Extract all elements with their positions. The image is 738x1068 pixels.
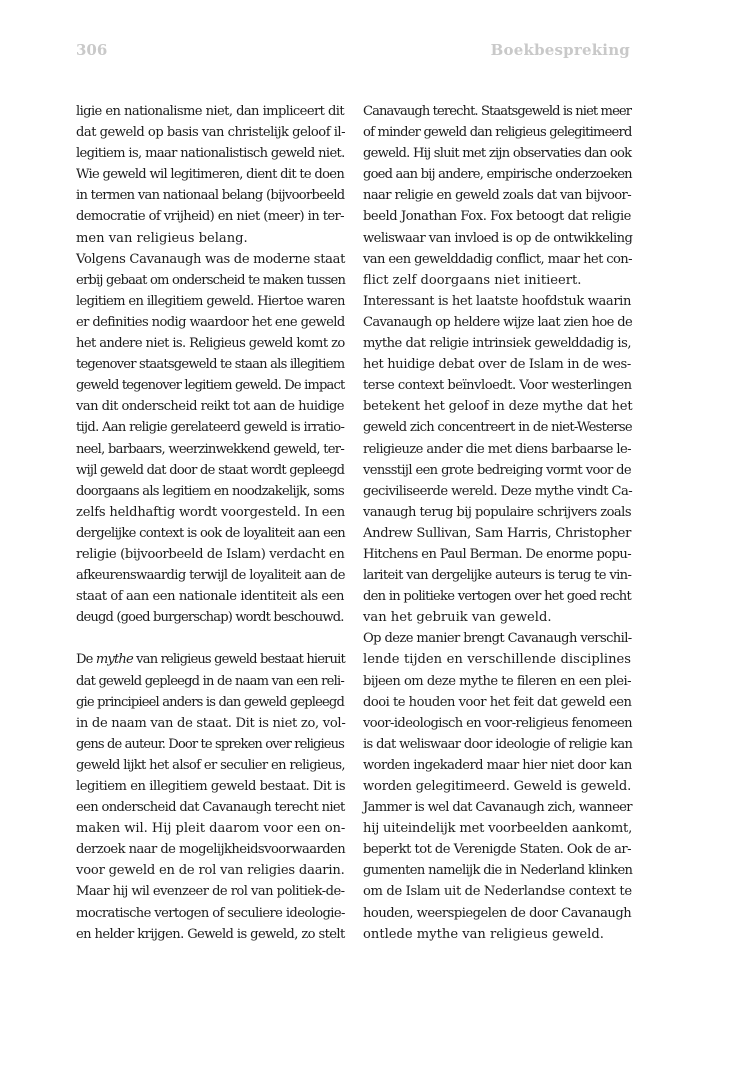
text-line: in de naam van de staat. Dit is niet zo, vol- [76,715,346,731]
text-line: houden, weerspiegelen de door Cavanaugh [363,905,632,921]
text-segment: van religieus geweld bestaat hieruit [132,652,345,668]
text-line: vensstijl een grote bedreiging vormt voor de [363,462,631,478]
text-line: deugd (goed burgerschap) wordt beschouwd. [76,610,344,626]
text-line: erbij gebaat om onderscheid te maken tussen [76,272,346,288]
text-line: worden gelegitimeerd. Geweld is geweld. [363,779,632,794]
text-line: religieuze ander die met diens barbaarse le- [363,441,631,457]
text-line: gumenten namelijk die in Nederland klinken [363,863,633,879]
running-header [76,41,630,61]
text-line: geweld lijkt het alsof er seculier en religieus, [76,757,345,773]
text-line: Volgens Cavanaugh was de moderne staat [76,251,346,267]
text-line: ontlede mythe van religieus geweld. [363,926,604,942]
page-number: 306 [76,41,108,59]
text-line: Wie geweld wil legitimeren, dient dit te doen [76,167,345,183]
text-line: lende tijden en verschillende disciplines [363,652,631,668]
text-line: gie principieel anders is dan geweld gepleegd [76,694,344,710]
text-line: in termen van nationaal belang (bijvoorbeeld [76,188,345,204]
text-line: goed aan bij andere, empirische onderzoeken [363,167,632,183]
text-line: legitiem is, maar nationalistisch geweld niet. [76,146,345,162]
text-line: naar religie en geweld zoals dat van bijvoor- [363,188,632,204]
text-line: neel, barbaars, weerzinwekkend geweld, ter- [76,441,344,457]
text-line: staat of aan een nationale identiteit als een [76,589,344,605]
text-line: en helder krijgen. Geweld is geweld, zo stelt [76,926,345,942]
text-line: democratie of vrijheid) en niet (meer) in ter- [76,209,344,225]
running-title: Boekbespreking [490,41,630,59]
text-line: mythe dat religie intrinsiek gewelddadig is, [363,336,631,352]
text-line: afkeurenswaardig terwijl de loyaliteit aan de [76,568,345,584]
text-line: Canavaugh terecht. Staatsgeweld is niet meer [363,104,632,119]
text-line [76,649,344,670]
text-line: gens de auteur. Door te spreken over religieus [76,736,344,752]
text-line: religie (bijvoorbeeld de Islam) verdacht en [76,546,345,562]
text-line: een onderscheid dat Cavanaugh terecht niet [76,800,345,816]
text-line: ligie en nationalisme niet, dan impliceert dit [76,104,344,119]
text-line: Cavanaugh op heldere wijze laat zien hoe de [363,314,633,330]
text-line: dat geweld op basis van christelijk geloof il- [76,125,346,141]
text-line: Op deze manier brengt Cavanaugh verschil- [363,631,632,647]
text-line: legitiem en illegitiem geweld. Hiertoe waren [76,293,345,309]
text-segment: De [76,652,96,668]
text-line: terse context beïnvloedt. Voor westerlingen [363,378,632,394]
text-line: er definities nodig waardoor het ene geweld [76,314,345,330]
text-line: of minder geweld dan religieus gelegitimeerd [363,125,632,141]
text-line: Jammer is wel dat Cavanaugh zich, wanneer [363,800,632,816]
text-line: men van religieus belang. [76,230,248,246]
text-line: doorgaans als legitiem en noodzakelijk, soms [76,483,344,499]
text-line: zelfs heldhaftig wordt voorgesteld. In een [76,504,346,520]
text-line: voor-ideologisch en voor-religieus fenomeen [363,715,633,731]
text-line: tegenover staatsgeweld te staan als illegitiem [76,357,345,373]
text-line: het huidige debat over de Islam in de wes- [363,357,631,373]
text-line: derzoek naar de mogelijkheidsvoorwaarden [76,842,346,858]
text-line: mocratische vertogen of seculiere ideologie- [76,905,345,921]
text-line: van dit onderscheid reikt tot aan de huidige [76,399,344,415]
text-line: geciviliseerde wereld. Deze mythe vindt Ca- [363,483,633,499]
text-line: bijeen om deze mythe te fileren en een plei- [363,673,631,689]
paragraph-gap [76,628,344,649]
text-line: worden ingekaderd maar hier niet door kan [363,757,632,773]
text-line: weliswaar van invloed is op de ontwikkeling [363,230,633,246]
right-text-column [363,101,631,945]
text-line: tijd. Aan religie gerelateerd geweld is irratio- [76,420,345,436]
text-line: geweld. Hij sluit met zijn observaties dan ook [363,146,632,162]
text-line: dooi te houden voor het feit dat geweld een [363,694,632,710]
text-line: beeld Jonathan Fox. Fox betoogt dat religie [363,209,631,225]
text-line: geweld zich concentreert in de niet-Westerse [363,420,632,436]
text-line: betekent het geloof in deze mythe dat het [363,399,633,415]
text-line: Interessant is het laatste hoofdstuk waarin [363,293,631,309]
text-line: beperkt tot de Verenigde Staten. Ook de ar- [363,842,631,858]
text-line: den in politieke vertogen over het goed recht [363,589,631,605]
text-line: dergelijke context is ook de loyaliteit aan een [76,525,346,541]
text-line: Hitchens en Paul Berman. De enorme popu- [363,546,632,562]
text-line: flict zelf doorgaans niet initieert. [363,272,582,288]
text-line: maken wil. Hij pleit daarom voor een on- [76,821,346,837]
left-text-column [76,101,344,945]
emphasized-word: mythe [95,652,133,668]
text-line: vanaugh terug bij populaire schrijvers zoals [363,504,631,520]
text-line: hij uiteindelijk met voorbeelden aankomt, [363,821,633,837]
text-line: het andere niet is. Religieus geweld komt zo [76,336,345,352]
text-line: wijl geweld dat door de staat wordt gepleegd [76,462,345,478]
text-line: van het gebruik van geweld. [363,610,552,626]
text-line: Maar hij wil evenzeer de rol van politiek-de- [76,884,345,900]
text-line: dat geweld gepleegd in de naam van een reli- [76,673,344,689]
text-line: om de Islam uit de Nederlandse context te [363,884,632,900]
text-line: legitiem en illegitiem geweld bestaat. Dit is [76,779,346,794]
text-line: Andrew Sullivan, Sam Harris, Christopher [363,525,631,541]
text-line: van een gewelddadig conflict, maar het con- [363,251,632,267]
text-line: is dat weliswaar door ideologie of religie kan [363,736,633,752]
text-line: geweld tegenover legitiem geweld. De impact [76,378,345,394]
text-line: voor geweld en de rol van religies daarin. [76,863,345,879]
text-line: lariteit van dergelijke auteurs is terug te vin- [363,568,632,584]
